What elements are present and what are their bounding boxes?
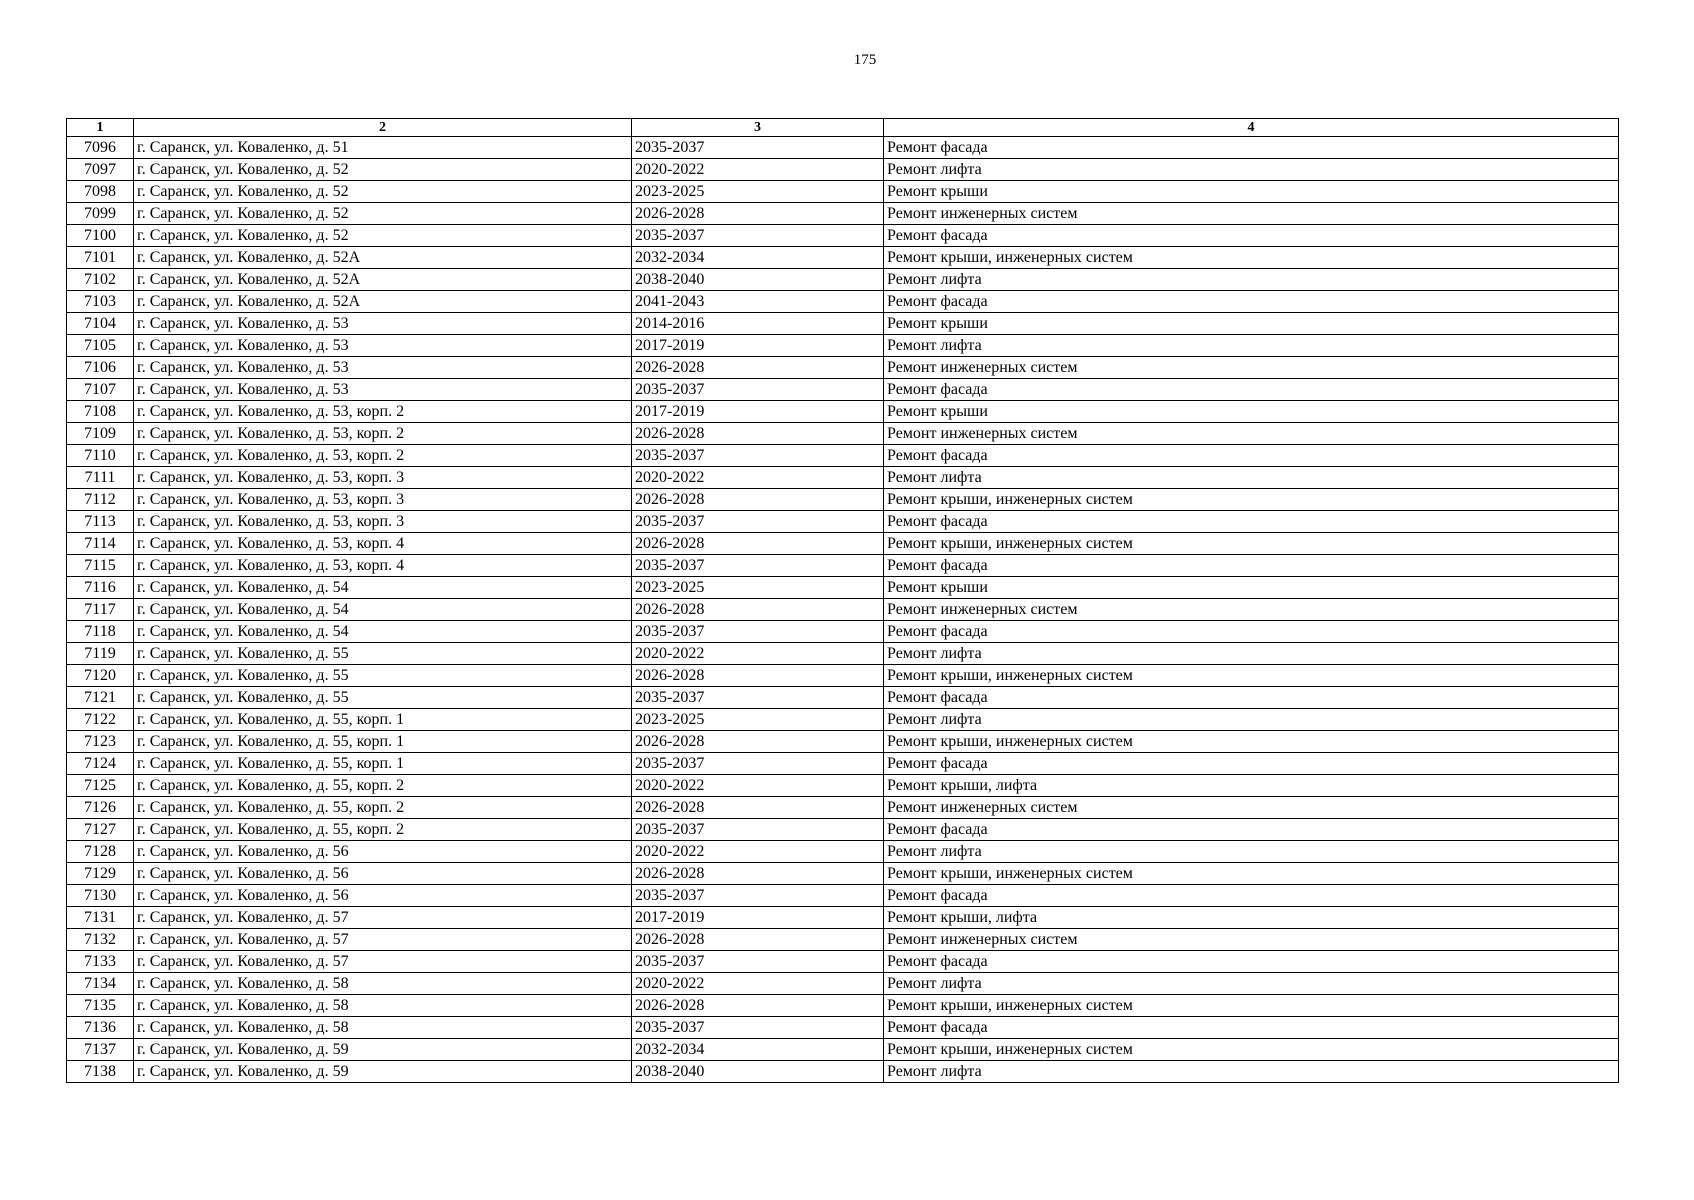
table-row: [67, 577, 1619, 599]
work-type-cell: Ремонт фасада: [884, 885, 1619, 907]
address-cell: г. Саранск, ул. Коваленко, д. 57: [134, 907, 632, 929]
row-number: 7103: [67, 291, 134, 313]
table-row: [67, 467, 1619, 489]
address-cell: г. Саранск, ул. Коваленко, д. 53, корп. 3: [134, 489, 632, 511]
period-cell: 2026-2028: [632, 599, 884, 621]
work-type-cell: Ремонт фасада: [884, 291, 1619, 313]
table-row: [67, 225, 1619, 247]
address-cell: г. Саранск, ул. Коваленко, д. 53: [134, 335, 632, 357]
row-number: 7099: [67, 203, 134, 225]
row-number: 7130: [67, 885, 134, 907]
address-cell: г. Саранск, ул. Коваленко, д. 53, корп. 2: [134, 401, 632, 423]
row-number: 7131: [67, 907, 134, 929]
address-cell: г. Саранск, ул. Коваленко, д. 56: [134, 863, 632, 885]
work-type-cell: Ремонт фасада: [884, 951, 1619, 973]
row-number: 7138: [67, 1061, 134, 1083]
table-row: [67, 159, 1619, 181]
header-row: [67, 119, 1619, 137]
row-number: 7098: [67, 181, 134, 203]
table-row: [67, 313, 1619, 335]
work-type-cell: Ремонт крыши, инженерных систем: [884, 731, 1619, 753]
work-type-cell: Ремонт крыши: [884, 313, 1619, 335]
work-type-cell: Ремонт крыши, инженерных систем: [884, 247, 1619, 269]
period-cell: 2026-2028: [632, 423, 884, 445]
row-number: 7120: [67, 665, 134, 687]
address-cell: г. Саранск, ул. Коваленко, д. 52А: [134, 269, 632, 291]
address-cell: г. Саранск, ул. Коваленко, д. 57: [134, 951, 632, 973]
table-row: [67, 203, 1619, 225]
row-number: 7102: [67, 269, 134, 291]
period-cell: 2035-2037: [632, 753, 884, 775]
column-header-2: 2: [134, 119, 632, 137]
address-cell: г. Саранск, ул. Коваленко, д. 55, корп. 2: [134, 819, 632, 841]
period-cell: 2026-2028: [632, 489, 884, 511]
address-cell: г. Саранск, ул. Коваленко, д. 55: [134, 643, 632, 665]
table-row: [67, 511, 1619, 533]
table-row: [67, 709, 1619, 731]
table-row: [67, 445, 1619, 467]
address-cell: г. Саранск, ул. Коваленко, д. 58: [134, 1017, 632, 1039]
period-cell: 2035-2037: [632, 555, 884, 577]
period-cell: 2026-2028: [632, 863, 884, 885]
row-number: 7124: [67, 753, 134, 775]
table-body: [67, 137, 1619, 1083]
address-cell: г. Саранск, ул. Коваленко, д. 54: [134, 599, 632, 621]
row-number: 7105: [67, 335, 134, 357]
work-type-cell: Ремонт фасада: [884, 753, 1619, 775]
period-cell: 2020-2022: [632, 467, 884, 489]
table-row: [67, 643, 1619, 665]
row-number: 7100: [67, 225, 134, 247]
table-row: [67, 621, 1619, 643]
work-type-cell: Ремонт крыши, лифта: [884, 907, 1619, 929]
period-cell: 2026-2028: [632, 797, 884, 819]
row-number: 7109: [67, 423, 134, 445]
address-cell: г. Саранск, ул. Коваленко, д. 53: [134, 357, 632, 379]
table-header: [67, 119, 1619, 137]
table-row: [67, 533, 1619, 555]
table-row: [67, 379, 1619, 401]
period-cell: 2020-2022: [632, 159, 884, 181]
work-type-cell: Ремонт инженерных систем: [884, 357, 1619, 379]
period-cell: 2026-2028: [632, 731, 884, 753]
work-type-cell: Ремонт фасада: [884, 445, 1619, 467]
row-number: 7127: [67, 819, 134, 841]
table-row: [67, 907, 1619, 929]
row-number: 7137: [67, 1039, 134, 1061]
address-cell: г. Саранск, ул. Коваленко, д. 55, корп. 1: [134, 709, 632, 731]
period-cell: 2020-2022: [632, 643, 884, 665]
period-cell: 2017-2019: [632, 401, 884, 423]
row-number: 7136: [67, 1017, 134, 1039]
period-cell: 2035-2037: [632, 225, 884, 247]
address-cell: г. Саранск, ул. Коваленко, д. 55, корп. 1: [134, 753, 632, 775]
period-cell: 2035-2037: [632, 951, 884, 973]
period-cell: 2026-2028: [632, 357, 884, 379]
period-cell: 2026-2028: [632, 533, 884, 555]
table-row: [67, 269, 1619, 291]
address-cell: г. Саранск, ул. Коваленко, д. 54: [134, 577, 632, 599]
address-cell: г. Саранск, ул. Коваленко, д. 55, корп. 2: [134, 797, 632, 819]
row-number: 7097: [67, 159, 134, 181]
row-number: 7129: [67, 863, 134, 885]
table-row: [67, 137, 1619, 159]
table-row: [67, 841, 1619, 863]
table-row: [67, 885, 1619, 907]
row-number: 7134: [67, 973, 134, 995]
table-row: [67, 555, 1619, 577]
row-number: 7118: [67, 621, 134, 643]
work-type-cell: Ремонт лифта: [884, 709, 1619, 731]
work-type-cell: Ремонт лифта: [884, 643, 1619, 665]
period-cell: 2026-2028: [632, 995, 884, 1017]
period-cell: 2035-2037: [632, 1017, 884, 1039]
address-cell: г. Саранск, ул. Коваленко, д. 53: [134, 379, 632, 401]
table-row: [67, 951, 1619, 973]
address-cell: г. Саранск, ул. Коваленко, д. 52А: [134, 247, 632, 269]
work-type-cell: Ремонт лифта: [884, 467, 1619, 489]
work-type-cell: Ремонт крыши, инженерных систем: [884, 1039, 1619, 1061]
work-type-cell: Ремонт инженерных систем: [884, 203, 1619, 225]
row-number: 7113: [67, 511, 134, 533]
work-type-cell: Ремонт инженерных систем: [884, 797, 1619, 819]
work-type-cell: Ремонт крыши, инженерных систем: [884, 863, 1619, 885]
row-number: 7119: [67, 643, 134, 665]
table-row: [67, 291, 1619, 313]
work-type-cell: Ремонт фасада: [884, 1017, 1619, 1039]
table-row: [67, 753, 1619, 775]
column-header-3: 3: [632, 119, 884, 137]
work-type-cell: Ремонт инженерных систем: [884, 423, 1619, 445]
row-number: 7117: [67, 599, 134, 621]
row-number: 7107: [67, 379, 134, 401]
address-cell: г. Саранск, ул. Коваленко, д. 57: [134, 929, 632, 951]
row-number: 7096: [67, 137, 134, 159]
table-row: [67, 247, 1619, 269]
address-cell: г. Саранск, ул. Коваленко, д. 56: [134, 885, 632, 907]
period-cell: 2035-2037: [632, 819, 884, 841]
table-row: [67, 929, 1619, 951]
address-cell: г. Саранск, ул. Коваленко, д. 55: [134, 687, 632, 709]
period-cell: 2020-2022: [632, 775, 884, 797]
row-number: 7112: [67, 489, 134, 511]
table-row: [67, 665, 1619, 687]
work-type-cell: Ремонт фасада: [884, 137, 1619, 159]
work-type-cell: Ремонт крыши: [884, 401, 1619, 423]
table-row: [67, 1061, 1619, 1083]
address-cell: г. Саранск, ул. Коваленко, д. 51: [134, 137, 632, 159]
address-cell: г. Саранск, ул. Коваленко, д. 52: [134, 203, 632, 225]
row-number: 7126: [67, 797, 134, 819]
work-type-cell: Ремонт крыши, лифта: [884, 775, 1619, 797]
period-cell: 2014-2016: [632, 313, 884, 335]
period-cell: 2035-2037: [632, 511, 884, 533]
row-number: 7121: [67, 687, 134, 709]
row-number: 7110: [67, 445, 134, 467]
work-type-cell: Ремонт крыши: [884, 181, 1619, 203]
table-row: [67, 819, 1619, 841]
table-row: [67, 863, 1619, 885]
table-row: [67, 1039, 1619, 1061]
work-type-cell: Ремонт фасада: [884, 555, 1619, 577]
work-type-cell: Ремонт лифта: [884, 1061, 1619, 1083]
row-number: 7128: [67, 841, 134, 863]
work-type-cell: Ремонт лифта: [884, 335, 1619, 357]
address-cell: г. Саранск, ул. Коваленко, д. 52: [134, 181, 632, 203]
column-header-1: 1: [67, 119, 134, 137]
table-row: [67, 423, 1619, 445]
address-cell: г. Саранск, ул. Коваленко, д. 55, корп. 2: [134, 775, 632, 797]
work-type-cell: Ремонт крыши, инженерных систем: [884, 489, 1619, 511]
period-cell: 2035-2037: [632, 445, 884, 467]
address-cell: г. Саранск, ул. Коваленко, д. 59: [134, 1039, 632, 1061]
work-type-cell: Ремонт лифта: [884, 269, 1619, 291]
period-cell: 2017-2019: [632, 335, 884, 357]
row-number: 7125: [67, 775, 134, 797]
table-row: [67, 1017, 1619, 1039]
table-row: [67, 973, 1619, 995]
row-number: 7111: [67, 467, 134, 489]
period-cell: 2023-2025: [632, 577, 884, 599]
period-cell: 2035-2037: [632, 137, 884, 159]
address-cell: г. Саранск, ул. Коваленко, д. 55, корп. 1: [134, 731, 632, 753]
row-number: 7123: [67, 731, 134, 753]
work-type-cell: Ремонт фасада: [884, 819, 1619, 841]
address-cell: г. Саранск, ул. Коваленко, д. 52: [134, 225, 632, 247]
period-cell: 2038-2040: [632, 1061, 884, 1083]
table-row: [67, 181, 1619, 203]
work-type-cell: Ремонт фасада: [884, 687, 1619, 709]
address-cell: г. Саранск, ул. Коваленко, д. 54: [134, 621, 632, 643]
period-cell: 2041-2043: [632, 291, 884, 313]
page-number: 175: [853, 52, 877, 68]
address-cell: г. Саранск, ул. Коваленко, д. 53, корп. 4: [134, 555, 632, 577]
work-type-cell: Ремонт фасада: [884, 225, 1619, 247]
address-cell: г. Саранск, ул. Коваленко, д. 53, корп. 3: [134, 467, 632, 489]
period-cell: 2035-2037: [632, 687, 884, 709]
work-type-cell: Ремонт крыши, инженерных систем: [884, 995, 1619, 1017]
address-cell: г. Саранск, ул. Коваленко, д. 55: [134, 665, 632, 687]
row-number: 7114: [67, 533, 134, 555]
period-cell: 2023-2025: [632, 181, 884, 203]
address-cell: г. Саранск, ул. Коваленко, д. 58: [134, 995, 632, 1017]
period-cell: 2017-2019: [632, 907, 884, 929]
period-cell: 2026-2028: [632, 665, 884, 687]
row-number: 7135: [67, 995, 134, 1017]
address-cell: г. Саранск, ул. Коваленко, д. 52: [134, 159, 632, 181]
row-number: 7106: [67, 357, 134, 379]
work-type-cell: Ремонт фасада: [884, 621, 1619, 643]
table-row: [67, 731, 1619, 753]
row-number: 7104: [67, 313, 134, 335]
period-cell: 2026-2028: [632, 929, 884, 951]
work-type-cell: Ремонт крыши, инженерных систем: [884, 533, 1619, 555]
address-cell: г. Саранск, ул. Коваленко, д. 53, корп. 4: [134, 533, 632, 555]
period-cell: 2020-2022: [632, 841, 884, 863]
table-row: [67, 489, 1619, 511]
work-type-cell: Ремонт лифта: [884, 973, 1619, 995]
row-number: 7133: [67, 951, 134, 973]
period-cell: 2023-2025: [632, 709, 884, 731]
repair-schedule-table: [66, 118, 1619, 1083]
row-number: 7132: [67, 929, 134, 951]
row-number: 7116: [67, 577, 134, 599]
address-cell: г. Саранск, ул. Коваленко, д. 58: [134, 973, 632, 995]
row-number: 7101: [67, 247, 134, 269]
table-row: [67, 995, 1619, 1017]
address-cell: г. Саранск, ул. Коваленко, д. 52А: [134, 291, 632, 313]
address-cell: г. Саранск, ул. Коваленко, д. 59: [134, 1061, 632, 1083]
address-cell: г. Саранск, ул. Коваленко, д. 53, корп. 2: [134, 445, 632, 467]
column-header-4: 4: [884, 119, 1619, 137]
address-cell: г. Саранск, ул. Коваленко, д. 53, корп. 2: [134, 423, 632, 445]
period-cell: 2035-2037: [632, 379, 884, 401]
period-cell: 2035-2037: [632, 885, 884, 907]
address-cell: г. Саранск, ул. Коваленко, д. 53: [134, 313, 632, 335]
row-number: 7108: [67, 401, 134, 423]
table-row: [67, 335, 1619, 357]
period-cell: 2032-2034: [632, 1039, 884, 1061]
table-row: [67, 357, 1619, 379]
work-type-cell: Ремонт крыши, инженерных систем: [884, 665, 1619, 687]
work-type-cell: Ремонт лифта: [884, 159, 1619, 181]
table-row: [67, 687, 1619, 709]
table-row: [67, 401, 1619, 423]
address-cell: г. Саранск, ул. Коваленко, д. 56: [134, 841, 632, 863]
period-cell: 2035-2037: [632, 621, 884, 643]
work-type-cell: Ремонт лифта: [884, 841, 1619, 863]
table-row: [67, 797, 1619, 819]
address-cell: г. Саранск, ул. Коваленко, д. 53, корп. 3: [134, 511, 632, 533]
period-cell: 2020-2022: [632, 973, 884, 995]
row-number: 7115: [67, 555, 134, 577]
row-number: 7122: [67, 709, 134, 731]
work-type-cell: Ремонт фасада: [884, 511, 1619, 533]
period-cell: 2032-2034: [632, 247, 884, 269]
table-row: [67, 775, 1619, 797]
work-type-cell: Ремонт фасада: [884, 379, 1619, 401]
work-type-cell: Ремонт крыши: [884, 577, 1619, 599]
work-type-cell: Ремонт инженерных систем: [884, 599, 1619, 621]
table-row: [67, 599, 1619, 621]
work-type-cell: Ремонт инженерных систем: [884, 929, 1619, 951]
period-cell: 2026-2028: [632, 203, 884, 225]
period-cell: 2038-2040: [632, 269, 884, 291]
